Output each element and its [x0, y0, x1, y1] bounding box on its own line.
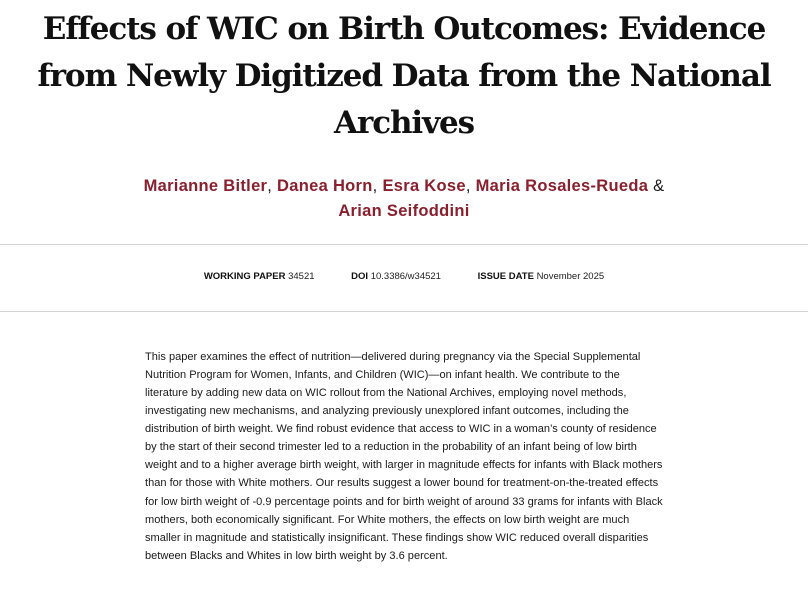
metadata-divider-bottom — [0, 311, 808, 312]
working-paper-value: 34521 — [288, 271, 315, 282]
issue-date-label: ISSUE DATE — [477, 271, 534, 282]
author-link-rosales-rueda[interactable]: Maria Rosales-Rueda — [475, 177, 649, 195]
page-title: Effects of WIC on Birth Outcomes: Evidence from Newly Digitized Data from the National Archives — [37, 11, 771, 141]
abstract: This paper examines the effect of nutrition—delivered during pregnancy via the Special Supplemental Nutrition Program for Women, Infants, and Children (WIC)—on infant health. We contribute to the literature by adding new data on WIC rollout from the National Archives, employing novel methods, investigating new mechanisms, and analyzing previously unexplored infant outcomes, including the distribution of birth weight. We find robust evidence that access to WIC in a woman’s county of residence by the start of their second trimester led to a reduction in the probability of an infant being of low birth weight and to a higher average birth weight, with larger in magnitude effects for infants with Black mothers than for those with White mothers. Our results suggest a lower bound for treatment-on-the-treated effects for low birth weight of -0.9 percentage points and for birth weight of around 33 grams for infants with Black mothers, both economically significant. For White mothers, the effects on low birth weight are much smaller in magnitude and statistically insignificant. These findings show WIC reduced overall disparities between Blacks and Whites in low birth weight by 3.6 percent. — [145, 351, 663, 562]
paper-metadata-bar — [0, 270, 808, 284]
author-link-seifoddini[interactable]: Arian Seifoddini — [338, 202, 470, 220]
author-separator: , — [372, 177, 378, 195]
issue-date — [478, 270, 605, 284]
working-paper-number — [204, 270, 315, 284]
doi-value: 10.3386/w34521 — [370, 271, 441, 282]
doi-label: DOI — [351, 271, 369, 282]
metadata-divider-top — [0, 244, 808, 245]
author-separator: , — [465, 177, 471, 195]
author-link-bitler[interactable]: Marianne Bitler — [143, 177, 268, 195]
author-list — [130, 174, 678, 224]
author-separator: , — [267, 177, 273, 195]
author-link-kose[interactable]: Esra Kose — [382, 177, 466, 195]
doi — [351, 270, 441, 284]
issue-date-value: November 2025 — [536, 271, 605, 282]
author-link-horn[interactable]: Danea Horn — [277, 177, 373, 195]
author-conjunction: & — [653, 177, 665, 195]
working-paper-label: WORKING PAPER — [203, 271, 286, 282]
